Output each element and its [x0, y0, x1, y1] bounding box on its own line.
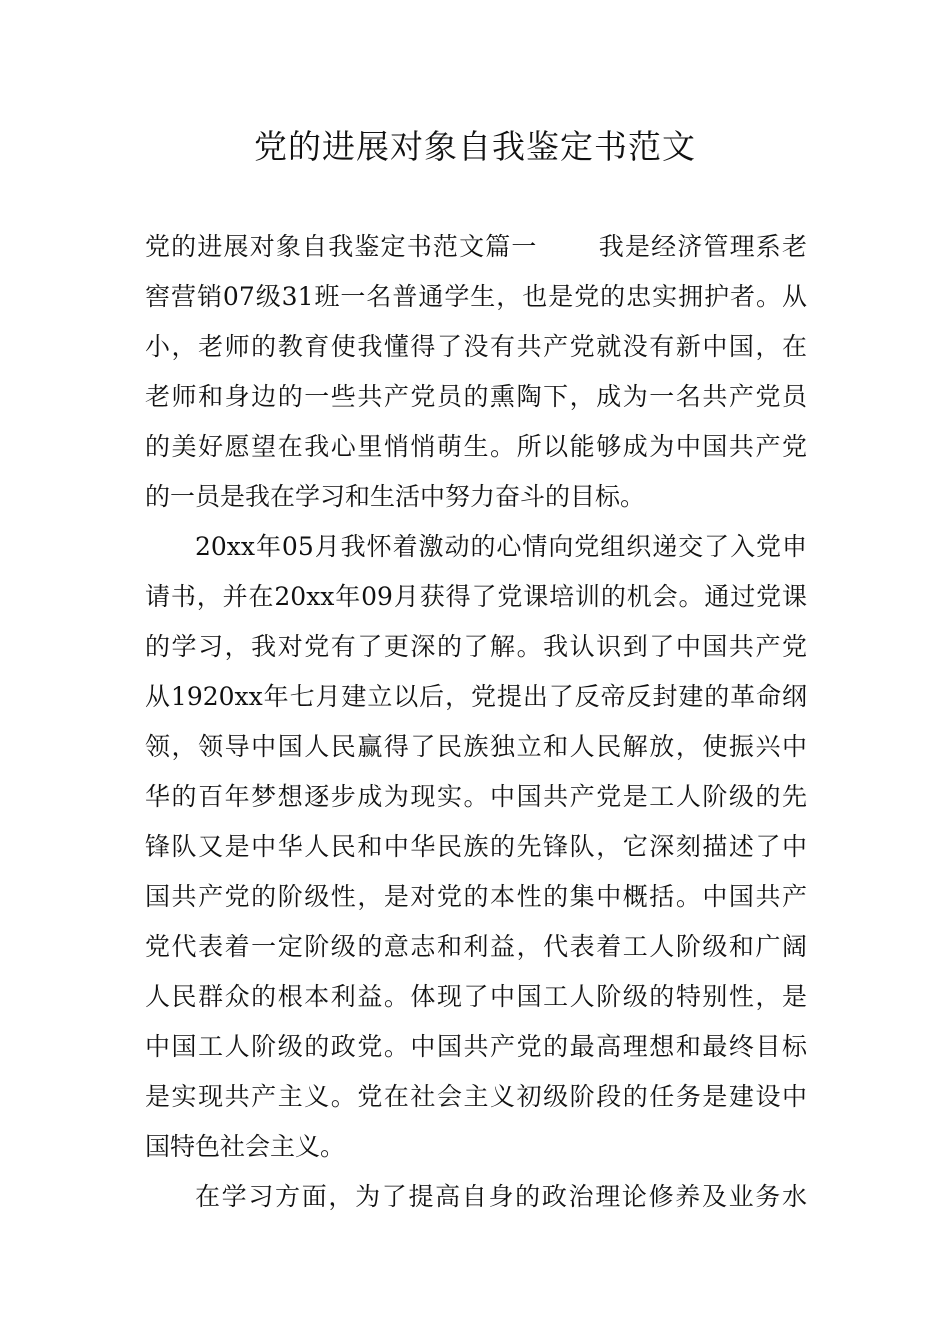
document-title: 党的进展对象自我鉴定书范文 — [254, 127, 696, 166]
paragraph-line: 的美好愿望在我心里悄悄萌生。所以能够成为中国共产党 — [145, 432, 807, 461]
paragraph-line: 锋队又是中华人民和中华民族的先锋队，它深刻描述了中 — [145, 832, 807, 861]
paragraph-line: 窖营销07级31班一名普通学生，也是党的忠实拥护者。从 — [145, 282, 807, 311]
section-heading: 党的进展对象自我鉴定书范文篇一 — [145, 232, 538, 261]
paragraph-line: 请书，并在20xx年09月获得了党课培训的机会。通过党课 — [145, 582, 807, 611]
paragraph-line: 20xx年05月我怀着激动的心情向党组织递交了入党申 — [195, 532, 807, 561]
paragraph-line — [145, 222, 807, 272]
paragraph-line: 老师和身边的一些共产党员的熏陶下，成为一名共产党员 — [145, 382, 807, 411]
paragraph-line: 党代表着一定阶级的意志和利益，代表着工人阶级和广阔 — [145, 932, 807, 961]
paragraph-line: 是实现共产主义。党在社会主义初级阶段的任务是建设中 — [145, 1082, 807, 1111]
paragraph-line: 中国工人阶级的政党。中国共产党的最高理想和最终目标 — [145, 1032, 807, 1061]
paragraph-line: 人民群众的根本利益。体现了中国工人阶级的特别性，是 — [145, 982, 807, 1011]
document-body — [145, 222, 807, 1222]
paragraph-line: 从1920xx年七月建立以后，党提出了反帝反封建的革命纲 — [145, 682, 807, 711]
paragraph-line: 华的百年梦想逐步成为现实。中国共产党是工人阶级的先 — [145, 782, 807, 811]
paragraph-line: 领，领导中国人民赢得了民族独立和人民解放，使振兴中 — [145, 732, 807, 761]
paragraph-line: 的一员是我在学习和生活中努力奋斗的目标。 — [145, 482, 646, 511]
paragraph-text: 我是经济管理系老 — [597, 232, 807, 261]
paragraph-line: 的学习，我对党有了更深的了解。我认识到了中国共产党 — [145, 632, 807, 661]
paragraph-line: 小，老师的教育使我懂得了没有共产党就没有新中国，在 — [145, 332, 807, 361]
paragraph-line: 国共产党的阶级性，是对党的本性的集中概括。中国共产 — [145, 882, 807, 911]
paragraph-line: 国特色社会主义。 — [145, 1132, 346, 1161]
paragraph-line: 在学习方面，为了提高自身的政治理论修养及业务水 — [195, 1182, 807, 1211]
